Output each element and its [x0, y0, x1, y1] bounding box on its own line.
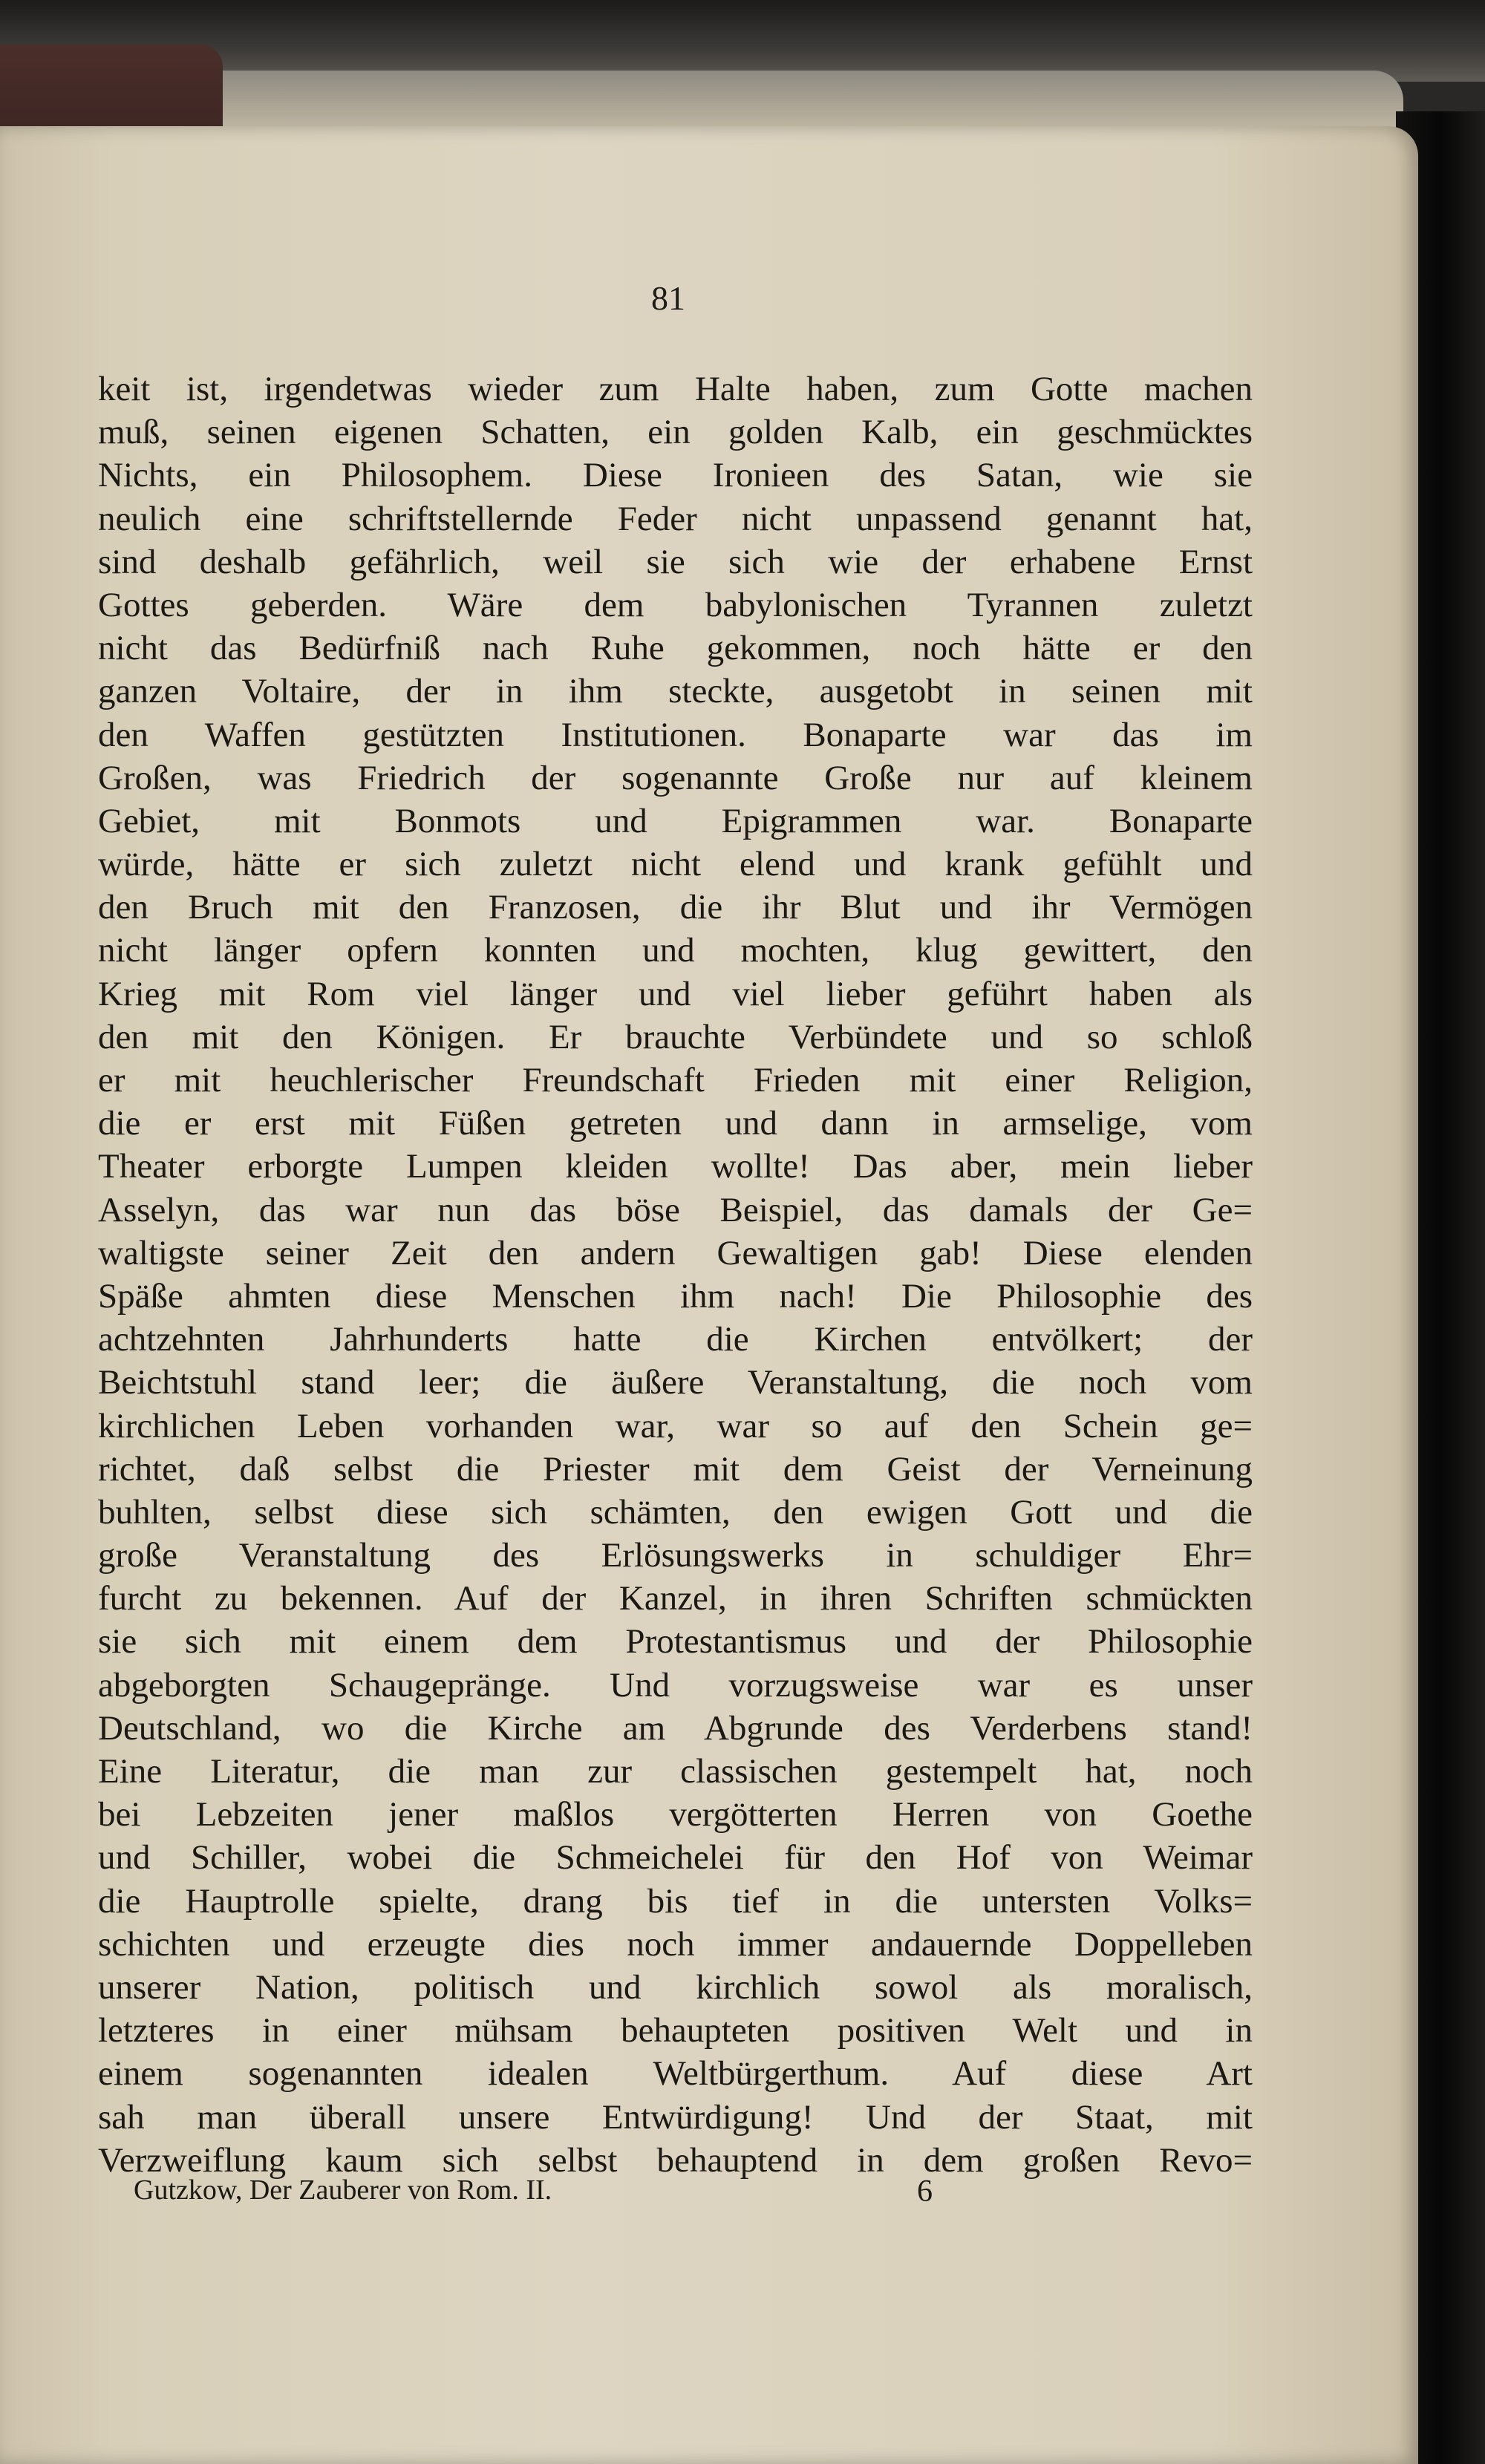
- text-line: sah man überall unsere Entwürdigung! Und der Staat, mit: [98, 2097, 1253, 2137]
- text-line: Gebiet, mit Bonmots und Epigrammen war. Bonaparte: [98, 801, 1253, 840]
- text-line: abgeborgten Schaugepränge. Und vorzugsweise war es unser: [98, 1665, 1253, 1705]
- signature-mark: 6: [917, 2174, 933, 2209]
- text-line: Theater erborgte Lumpen kleiden wollte! Das aber, mein lieber: [98, 1147, 1253, 1186]
- text-line: Gottes geberden. Wäre dem babylonischen Tyrannen zuletzt: [98, 585, 1253, 624]
- text-line: schichten und erzeugte dies noch immer andauernde Doppelleben: [98, 1924, 1253, 1964]
- text-line: Beichtstuhl stand leer; die äußere Veranstaltung, die noch vom: [98, 1363, 1253, 1402]
- text-line: würde, hätte er sich zuletzt nicht elend und krank gefühlt und: [98, 845, 1253, 884]
- text-line: einem sogenannten idealen Weltbürgerthum. Auf diese Art: [98, 2054, 1253, 2094]
- text-line: sind deshalb gefährlich, weil sie sich wie der erhabene Ernst: [98, 542, 1253, 581]
- text-line: Asselyn, das war nun das böse Beispiel, das damals der Ge=: [98, 1190, 1253, 1229]
- table-background: [0, 0, 1485, 82]
- text-line: die er erst mit Füßen getreten und dann in armselige, vom: [98, 1104, 1253, 1143]
- text-line: große Veranstaltung des Erlösungswerks in schuldiger Ehr=: [98, 1536, 1253, 1575]
- text-line: furcht zu bekennen. Auf der Kanzel, in ihren Schriften schmückten: [98, 1579, 1253, 1618]
- text-line: Krieg mit Rom viel länger und viel lieber geführt haben als: [98, 974, 1253, 1013]
- text-line: letzteres in einer mühsam behaupteten positiven Welt und in: [98, 2011, 1253, 2050]
- text-line: bei Lebzeiten jener maßlos vergötterten Herren von Goethe: [98, 1795, 1253, 1834]
- text-line: Späße ahmten diese Menschen ihm nach! Die Philosophie des: [98, 1276, 1253, 1316]
- text-line: keit ist, irgendetwas wieder zum Halte haben, zum Gotte machen: [98, 370, 1253, 408]
- page-top-edge: [223, 71, 1403, 130]
- text-line: richtet, daß selbst die Priester mit dem Geist der Verneinung: [98, 1449, 1253, 1488]
- text-line: unserer Nation, politisch und kirchlich sowol als moralisch,: [98, 1967, 1253, 2007]
- text-line: Nichts, ein Philosophem. Diese Ironieen des Satan, wie sie: [98, 456, 1253, 495]
- text-line: achtzehnten Jahrhunderts hatte die Kirchen entvölkert; der: [98, 1320, 1253, 1359]
- text-line: nicht das Bedürfniß nach Ruhe gekommen, noch hätte er den: [98, 629, 1253, 668]
- text-line: kirchlichen Leben vorhanden war, war so auf den Schein ge=: [98, 1406, 1253, 1445]
- text-line: den Bruch mit den Franzosen, die ihr Blut und ihr Vermögen: [98, 888, 1253, 927]
- text-line: und Schiller, wobei die Schmeichelei für den Hof von Weimar: [98, 1838, 1253, 1878]
- text-line: nicht länger opfern konnten und mochten, klug gewittert, den: [98, 931, 1253, 970]
- text-line: sie sich mit einem dem Protestantismus und der Philosophie: [98, 1622, 1253, 1661]
- text-line: waltigste seiner Zeit den andern Gewaltigen gab! Diese elenden: [98, 1233, 1253, 1272]
- text-line: ganzen Voltaire, der in ihm steckte, ausgetobt in seinen mit: [98, 672, 1253, 711]
- text-line: den mit den Königen. Er brauchte Verbündete und so schloß: [98, 1017, 1253, 1056]
- footer-title: Gutzkow, Der Zauberer von Rom. II.: [134, 2174, 552, 2206]
- text-line: buhlten, selbst diese sich schämten, den ewigen Gott und die: [98, 1492, 1253, 1532]
- text-line: die Hauptrolle spielte, drang bis tief in die untersten Volks=: [98, 1881, 1253, 1921]
- text-line: er mit heuchlerischer Freundschaft Frieden mit einer Religion,: [98, 1061, 1253, 1099]
- text-line: Verzweiflung kaum sich selbst behauptend in dem großen Revo=: [98, 2140, 1253, 2180]
- text-line: muß, seinen eigenen Schatten, ein golden Kalb, ein geschmücktes: [98, 413, 1253, 452]
- body-text: [98, 367, 1253, 2182]
- text-line: den Waffen gestützten Institutionen. Bonaparte war das im: [98, 715, 1253, 754]
- text-line: Deutschland, wo die Kirche am Abgrunde des Verderbens stand!: [98, 1708, 1253, 1748]
- text-line: neulich eine schriftstellernde Feder nicht unpassend genannt hat,: [98, 499, 1253, 538]
- page-number: 81: [651, 279, 685, 317]
- text-line: Großen, was Friedrich der sogenannte Große nur auf kleinem: [98, 758, 1253, 797]
- text-line: Eine Literatur, die man zur classischen gestempelt hat, noch: [98, 1752, 1253, 1791]
